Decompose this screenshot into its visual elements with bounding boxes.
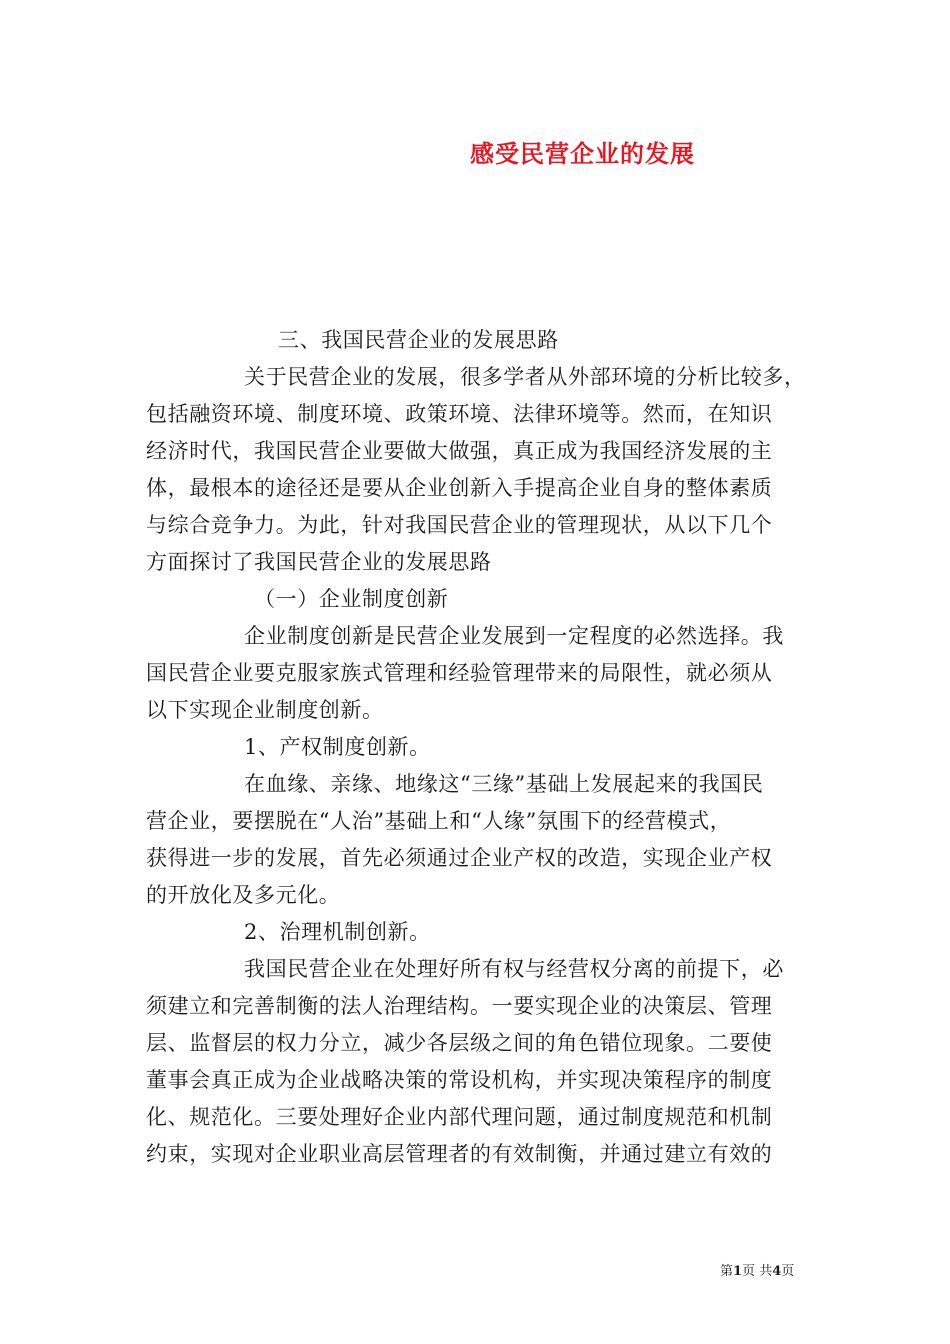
text-line: 1、产权制度创新。 <box>244 735 431 759</box>
text-line: 方面探讨了我国民营企业的发展思路 <box>146 550 492 574</box>
footer-total-pages: 4 <box>772 1264 782 1279</box>
page-footer <box>720 1260 794 1279</box>
footer-prefix: 第 <box>720 1264 734 1279</box>
text-line: 在血缘、亲缘、地缘这“三缘”基础上发展起来的我国民 <box>244 772 764 796</box>
text-line: 经济时代，我国民营企业要做大做强，真正成为我国经济发展的主 <box>146 439 773 463</box>
document-body <box>146 322 818 1173</box>
text-line: 体，最根本的途径还是要从企业创新入手提高企业自身的整体素质 <box>146 476 773 500</box>
text-line: 国民营企业要克服家族式管理和经验管理带来的局限性，就必须从 <box>146 661 773 685</box>
text-line: 与综合竞争力。为此，针对我国民营企业的管理现状，从以下几个 <box>146 513 773 537</box>
text-line: 2、治理机制创新。 <box>244 920 431 944</box>
text-line: 的开放化及多元化。 <box>146 883 341 907</box>
document-title: 感受民营企业的发展 <box>470 139 695 168</box>
text-line: （一）企业制度创新 <box>254 587 449 611</box>
text-line: 关于民营企业的发展，很多学者从外部环境的分析比较多， <box>244 365 806 389</box>
footer-page-number: 1 <box>733 1264 743 1279</box>
footer-mid: 页 共 <box>742 1264 773 1279</box>
text-line: 化、规范化。三要处理好企业内部代理问题，通过制度规范和机制 <box>146 1105 773 1129</box>
text-line: 包括融资环境、制度环境、政策环境、法律环境等。然而，在知识 <box>146 402 773 426</box>
text-line: 我国民营企业在处理好所有权与经营权分离的前提下，必 <box>244 957 784 981</box>
text-line: 企业制度创新是民营企业发展到一定程度的必然选择。我 <box>244 624 784 648</box>
text-line: 须建立和完善制衡的法人治理结构。一要实现企业的决策层、管理 <box>146 994 773 1018</box>
text-line: 营企业，要摆脱在“人治”基础上和“人缘”氛围下的经营模式， <box>146 809 732 833</box>
text-line: 获得进一步的发展，首先必须通过企业产权的改造，实现企业产权 <box>146 846 773 870</box>
footer-suffix: 页 <box>781 1264 795 1279</box>
text-line: 层、监督层的权力分立，减少各层级之间的角色错位现象。二要使 <box>146 1031 773 1055</box>
text-line: 以下实现企业制度创新。 <box>146 698 384 722</box>
text-line: 约束，实现对企业职业高层管理者的有效制衡，并通过建立有效的 <box>146 1142 773 1166</box>
text-line: 董事会真正成为企业战略决策的常设机构，并实现决策程序的制度 <box>146 1068 773 1092</box>
text-line: 三、我国民营企业的发展思路 <box>278 328 559 352</box>
